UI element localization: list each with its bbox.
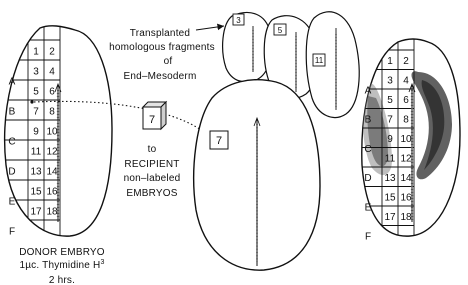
result-cell-3: 3 (387, 75, 393, 87)
result-cell-2: 2 (403, 56, 409, 68)
transplant-label-line3: of (163, 56, 173, 67)
result-cell-15: 15 (384, 192, 396, 204)
result-row-C: C (364, 143, 372, 155)
result-cell-5: 5 (387, 95, 393, 107)
donor-row-C: C (8, 136, 16, 148)
recipient-embryo-large (194, 80, 320, 270)
result-cell-18: 18 (400, 212, 412, 224)
donor-dose-text: 1µc. Thymidine H (19, 260, 101, 271)
donor-duration: 2 hrs. (48, 275, 76, 285)
recipient-small-2-number: 5 (277, 26, 283, 35)
donor-cell-15: 15 (30, 186, 42, 198)
result-cell-12: 12 (400, 153, 412, 165)
donor-title: DONOR EMBRYO (19, 247, 105, 258)
result-cell-4: 4 (403, 75, 409, 87)
donor-row-A: A (8, 76, 16, 88)
result-row-F: F (364, 231, 372, 243)
donor-cell-17: 17 (30, 206, 42, 218)
result-row-B: B (364, 114, 372, 126)
donor-embryo (0, 20, 112, 240)
donor-cell-4: 4 (49, 66, 55, 78)
donor-cell-9: 9 (33, 126, 39, 138)
donor-dose (19, 259, 104, 271)
recipient-embryo-small-3 (306, 12, 359, 118)
result-cell-6: 6 (403, 95, 409, 107)
donor-cell-2: 2 (49, 46, 55, 58)
donor-cell-16: 16 (46, 186, 58, 198)
donor-cell-3: 3 (33, 66, 39, 78)
recipient-label-line4: EMBRYOS (126, 188, 178, 199)
donor-fragment-origin (30, 100, 33, 103)
donor-row-F: F (8, 226, 16, 238)
donor-cell-1: 1 (33, 46, 39, 58)
donor-cell-14: 14 (46, 166, 58, 178)
recipient-label-line3: non–labeled (123, 173, 181, 184)
recipient-small-1-number: 3 (236, 16, 241, 25)
recipient-small-3-number: 11 (314, 56, 324, 65)
result-cell-13: 13 (384, 173, 396, 185)
result-row-A: A (364, 85, 372, 97)
result-cell-11: 11 (384, 153, 396, 165)
result-row-D: D (364, 173, 372, 185)
fragment-cube (143, 102, 166, 129)
donor-cell-5: 5 (33, 86, 39, 98)
donor-cell-10: 10 (46, 126, 58, 138)
transplant-label-line4: End–Mesoderm (123, 71, 197, 82)
donor-row-B: B (8, 106, 16, 118)
recipient-label (124, 144, 181, 199)
recipient-large-number: 7 (215, 135, 223, 147)
transplant-label-line1: Transplanted (129, 28, 191, 39)
donor-cell-11: 11 (30, 146, 42, 158)
donor-cell-7: 7 (33, 106, 39, 118)
donor-row-E: E (8, 196, 16, 208)
result-cell-1: 1 (387, 56, 393, 68)
recipient-label-line1: to (147, 144, 157, 155)
donor-row-D: D (8, 166, 16, 178)
result-row-E: E (364, 202, 372, 214)
transplant-label-line2: homologous fragments (109, 42, 215, 53)
result-cell-10: 10 (400, 134, 412, 146)
donor-cell-13: 13 (30, 166, 42, 178)
donor-cell-12: 12 (46, 146, 58, 158)
donor-cell-6: 6 (49, 86, 55, 98)
transplant-label-arrow (196, 26, 224, 30)
fragment-cube-number: 7 (148, 114, 156, 126)
result-cell-8: 8 (403, 114, 409, 126)
result-cell-16: 16 (400, 192, 412, 204)
result-cell-17: 17 (384, 212, 396, 224)
recipient-label-line2: RECIPIENT (124, 159, 180, 170)
transplant-label (109, 28, 215, 82)
result-embryo (342, 30, 460, 246)
result-cell-9: 9 (387, 134, 393, 146)
donor-dose-superscript: 3 (100, 259, 105, 266)
donor-cell-18: 18 (46, 206, 58, 218)
donor-cell-8: 8 (49, 106, 55, 118)
result-cell-7: 7 (387, 114, 393, 126)
result-cell-14: 14 (400, 173, 412, 185)
